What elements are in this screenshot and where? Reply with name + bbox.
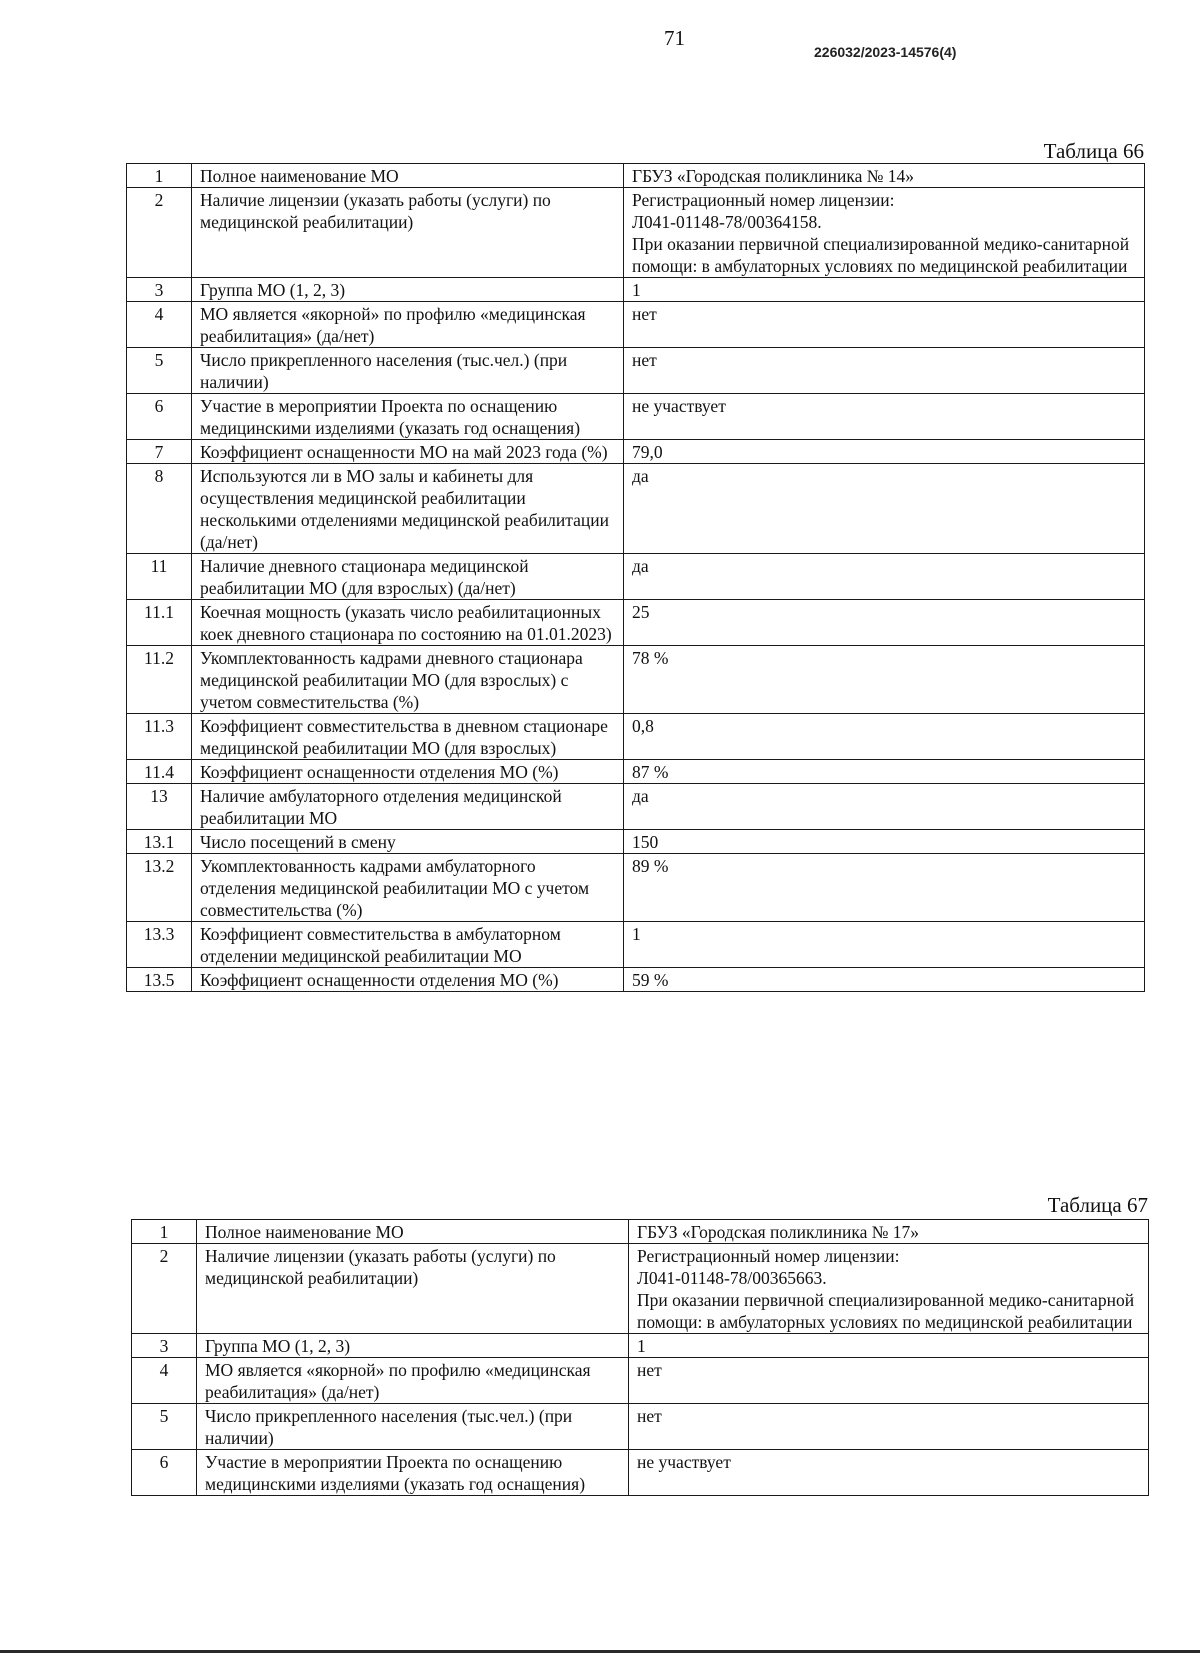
row-parameter: МО является «якорной» по профилю «медицинская реабилитация» (да/нет) — [197, 1358, 629, 1404]
table-row — [132, 1404, 1149, 1450]
row-value: да — [624, 784, 1145, 830]
table-row — [127, 922, 1145, 968]
row-parameter: Укомплектованность кадрами амбулаторного отделения медицинской реабилитации МО с учетом совместительства (%) — [192, 854, 624, 922]
table-row — [127, 278, 1145, 302]
row-parameter: Коэффициент оснащенности отделения МО (%) — [192, 760, 624, 784]
row-parameter: Наличие амбулаторного отделения медицинской реабилитации МО — [192, 784, 624, 830]
table-66-caption: Таблица 66 — [1043, 139, 1144, 163]
row-value: 1 — [624, 278, 1145, 302]
row-number: 3 — [132, 1334, 197, 1358]
table-row — [127, 164, 1145, 188]
row-number: 13.1 — [127, 830, 192, 854]
row-value: Регистрационный номер лицензии: Л041-01148-78/00365663. При оказании первичной специализированной медико-санитарной помощи: в амбулаторных условиях по медицинской реабилитации — [629, 1244, 1149, 1334]
row-parameter: Коэффициент оснащенности МО на май 2023 года (%) — [192, 440, 624, 464]
table-row — [127, 554, 1145, 600]
row-value: 25 — [624, 600, 1145, 646]
row-parameter: Группа МО (1, 2, 3) — [197, 1334, 629, 1358]
row-parameter: Наличие дневного стационара медицинской реабилитации МО (для взрослых) (да/нет) — [192, 554, 624, 600]
table-row — [127, 830, 1145, 854]
mo-table-66 — [126, 163, 1145, 992]
table-67-body — [132, 1220, 1149, 1496]
table-row — [127, 302, 1145, 348]
row-number: 7 — [127, 440, 192, 464]
row-number: 3 — [127, 278, 192, 302]
row-parameter: Коэффициент совместительства в амбулаторном отделении медицинской реабилитации МО — [192, 922, 624, 968]
row-number: 4 — [132, 1358, 197, 1404]
row-parameter: Полное наименование МО — [192, 164, 624, 188]
row-parameter: МО является «якорной» по профилю «медицинская реабилитация» (да/нет) — [192, 302, 624, 348]
table-row — [127, 464, 1145, 554]
row-value: да — [624, 464, 1145, 554]
row-parameter: Наличие лицензии (указать работы (услуги) по медицинской реабилитации) — [192, 188, 624, 278]
row-number: 11 — [127, 554, 192, 600]
row-number: 13.5 — [127, 968, 192, 992]
row-parameter: Полное наименование МО — [197, 1220, 629, 1244]
row-number: 11.4 — [127, 760, 192, 784]
table-row — [127, 188, 1145, 278]
row-parameter: Число посещений в смену — [192, 830, 624, 854]
page-number: 71 — [664, 26, 685, 50]
row-value: не участвует — [624, 394, 1145, 440]
table-row — [132, 1450, 1149, 1496]
row-parameter: Используются ли в МО залы и кабинеты для осуществления медицинской реабилитации несколькими отделениями медицинской реабилитации (да/нет) — [192, 464, 624, 554]
row-parameter: Участие в мероприятии Проекта по оснащению медицинскими изделиями (указать год оснащения) — [192, 394, 624, 440]
table-row — [127, 646, 1145, 714]
table-row — [127, 714, 1145, 760]
row-value: 59 % — [624, 968, 1145, 992]
table-row — [132, 1220, 1149, 1244]
row-number: 5 — [127, 348, 192, 394]
row-parameter: Коэффициент оснащенности отделения МО (%) — [192, 968, 624, 992]
table-row — [127, 760, 1145, 784]
row-parameter: Группа МО (1, 2, 3) — [192, 278, 624, 302]
row-value: нет — [624, 302, 1145, 348]
table-row — [127, 968, 1145, 992]
row-parameter: Коечная мощность (указать число реабилитационных коек дневного стационара по состоянию на 01.01.2023) — [192, 600, 624, 646]
row-number: 6 — [132, 1450, 197, 1496]
row-number: 1 — [127, 164, 192, 188]
row-number: 13 — [127, 784, 192, 830]
table-row — [127, 784, 1145, 830]
row-value: ГБУЗ «Городская поликлиника № 14» — [624, 164, 1145, 188]
table-row — [127, 600, 1145, 646]
row-number: 8 — [127, 464, 192, 554]
row-number: 4 — [127, 302, 192, 348]
row-value: 89 % — [624, 854, 1145, 922]
row-number: 6 — [127, 394, 192, 440]
row-parameter: Число прикрепленного населения (тыс.чел.) (при наличии) — [192, 348, 624, 394]
row-value: не участвует — [629, 1450, 1149, 1496]
row-value: нет — [629, 1358, 1149, 1404]
row-value: 78 % — [624, 646, 1145, 714]
table-row — [132, 1244, 1149, 1334]
row-value: 1 — [624, 922, 1145, 968]
row-number: 11.3 — [127, 714, 192, 760]
row-number: 2 — [132, 1244, 197, 1334]
table-row — [127, 348, 1145, 394]
row-value: 150 — [624, 830, 1145, 854]
row-value: да — [624, 554, 1145, 600]
row-value: 87 % — [624, 760, 1145, 784]
document-id: 226032/2023-14576(4) — [814, 44, 957, 60]
row-number: 1 — [132, 1220, 197, 1244]
row-number: 11.1 — [127, 600, 192, 646]
table-row — [127, 394, 1145, 440]
scan-bottom-edge — [0, 1650, 1200, 1653]
row-parameter: Наличие лицензии (указать работы (услуги) по медицинской реабилитации) — [197, 1244, 629, 1334]
table-67-caption: Таблица 67 — [1047, 1193, 1148, 1217]
row-value: нет — [629, 1404, 1149, 1450]
row-parameter: Укомплектованность кадрами дневного стационара медицинской реабилитации МО (для взрослых) с учетом совместительства (%) — [192, 646, 624, 714]
row-value: 79,0 — [624, 440, 1145, 464]
table-66-body — [127, 164, 1145, 992]
row-value: 0,8 — [624, 714, 1145, 760]
mo-table-67 — [131, 1219, 1149, 1496]
row-number: 13.2 — [127, 854, 192, 922]
row-number: 2 — [127, 188, 192, 278]
table-row — [132, 1358, 1149, 1404]
row-number: 13.3 — [127, 922, 192, 968]
row-value: нет — [624, 348, 1145, 394]
table-row — [127, 440, 1145, 464]
row-value: Регистрационный номер лицензии: Л041-01148-78/00364158. При оказании первичной специализированной медико-санитарной помощи: в амбулаторных условиях по медицинской реабилитации — [624, 188, 1145, 278]
table-row — [127, 854, 1145, 922]
row-parameter: Участие в мероприятии Проекта по оснащению медицинскими изделиями (указать год оснащения) — [197, 1450, 629, 1496]
row-parameter: Коэффициент совместительства в дневном стационаре медицинской реабилитации МО (для взрослых) — [192, 714, 624, 760]
row-value: ГБУЗ «Городская поликлиника № 17» — [629, 1220, 1149, 1244]
row-value: 1 — [629, 1334, 1149, 1358]
row-number: 11.2 — [127, 646, 192, 714]
row-number: 5 — [132, 1404, 197, 1450]
table-row — [132, 1334, 1149, 1358]
row-parameter: Число прикрепленного населения (тыс.чел.) (при наличии) — [197, 1404, 629, 1450]
